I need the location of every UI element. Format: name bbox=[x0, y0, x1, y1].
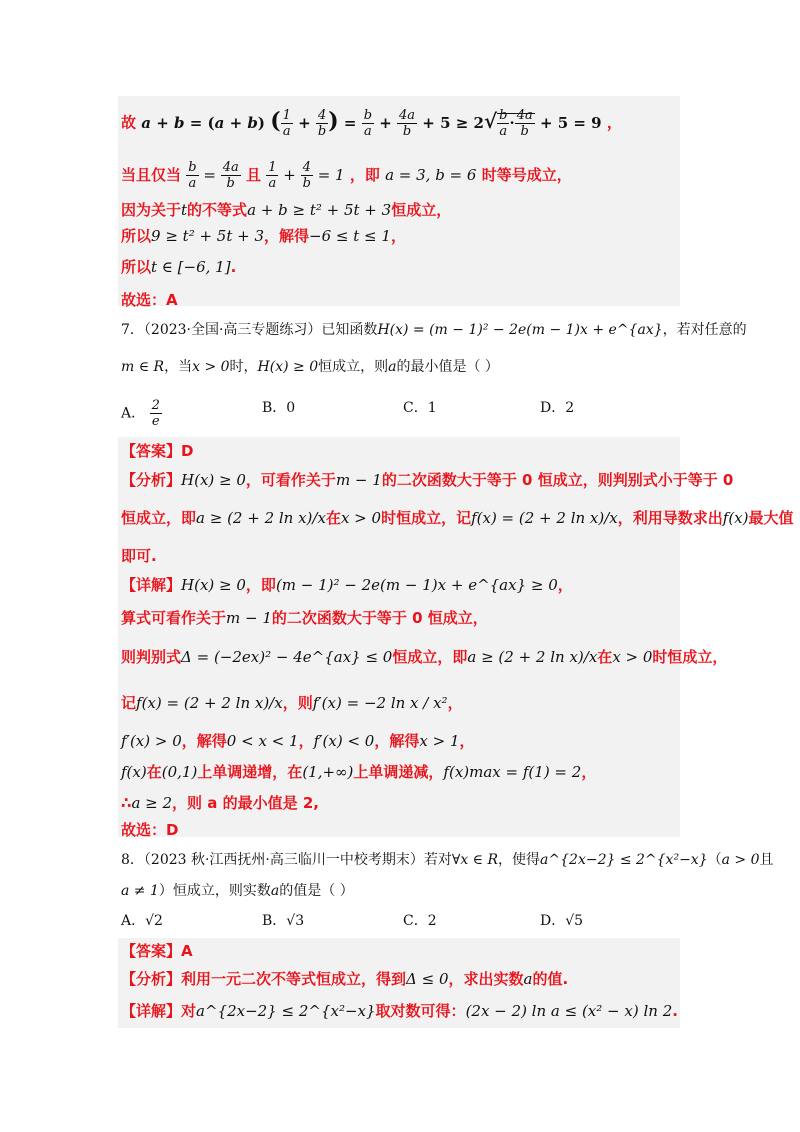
solution6-line5: 所以t ∈ [−6, 1]. bbox=[121, 258, 237, 276]
q7-detail-line7: ∴a ≥ 2，则 a 的最小值是 2, bbox=[121, 794, 319, 812]
q7-detail-line4: 记f(x) = (2 + 2 ln x)/x，则f′(x) = −2 ln x / x²， bbox=[121, 694, 463, 712]
solution6-line1: 故 a + b = (a + b) ( $\frac{1}{a}$ + $\frac{4}{b}$ ) = $\frac{b}{a}$ + $\frac{4a}{b}$ + 5 ≥ 2√ $\frac{b}{a}$ · $\frac{4a}{b}$ + 5 = 9 ， bbox=[121, 107, 622, 139]
q7-detail-line2: 算式可看作关于m − 1的二次函数大于等于 0 恒成立， bbox=[121, 609, 488, 627]
q8-option-a[interactable]: A．√2 bbox=[121, 913, 163, 929]
q7-detail-line3: 则判别式Δ = (−2ex)² − 4e^{ax} ≤ 0恒成立，即a ≥ (2 + 2 ln x)/x在x > 0时恒成立， bbox=[121, 648, 728, 666]
q7-detail-line5: f′(x) > 0，解得0 < x < 1，f′(x) < 0，解得x > 1， bbox=[121, 732, 475, 750]
q7-option-b[interactable]: B．0 bbox=[262, 400, 296, 416]
q8-option-d[interactable]: D．√5 bbox=[540, 913, 584, 929]
q7-detail-line1: 【详解】H(x) ≥ 0，即(m − 1)² − 2e(m − 1)x + e^{ax} ≥ 0， bbox=[121, 576, 573, 594]
solution6-choice: 故选：A bbox=[121, 291, 178, 309]
q8-stem-line1: 8．（2023 秋·江西抚州·高三临川一中校考期末）若对∀x ∈ R，使得a^{2x−2} ≤ 2^{x²−x}（a > 0且 bbox=[121, 852, 774, 868]
q7-option-d[interactable]: D．2 bbox=[540, 400, 575, 416]
q8-detail: 【详解】对a^{2x−2} ≤ 2^{x²−x}取对数可得：(2x − 2) ln a ≤ (x² − x) ln 2. bbox=[121, 1002, 678, 1020]
q8-answer: 【答案】A bbox=[121, 942, 193, 960]
q7-answer: 【答案】D bbox=[121, 442, 194, 460]
q7-analysis-line1: 【分析】H(x) ≥ 0，可看作关于m − 1的二次函数大于等于 0 恒成立，则判别式小于等于 0 bbox=[121, 471, 734, 489]
q7-analysis-line3: 即可. bbox=[121, 547, 157, 565]
q8-stem-line2: a ≠ 1）恒成立，则实数a的值是（ ） bbox=[121, 883, 354, 899]
q7-option-c[interactable]: C．1 bbox=[403, 400, 437, 416]
q7-stem-line2: m ∈ R，当x > 0时，H(x) ≥ 0恒成立，则a的最小值是（ ） bbox=[121, 359, 499, 375]
q8-option-c[interactable]: C．2 bbox=[403, 913, 437, 929]
q8-option-b[interactable]: B．√3 bbox=[262, 913, 305, 929]
line3-ineq: a + b ≥ t² + 5t + 3 bbox=[247, 201, 392, 219]
line2-vals: a = 3, b = 6 bbox=[385, 166, 477, 184]
solution6-line4: 所以9 ≥ t² + 5t + 3，解得−6 ≤ t ≤ 1， bbox=[121, 227, 406, 245]
q8-analysis: 【分析】利用一元二次不等式恒成立，得到Δ ≤ 0，求出实数a的值. bbox=[121, 970, 569, 988]
q7-choice: 故选：D bbox=[121, 821, 179, 839]
solution6-line3: 因为关于t的不等式a + b ≥ t² + 5t + 3恒成立， bbox=[121, 201, 452, 219]
q7-option-a[interactable]: A． $\frac{2}{e}$ bbox=[121, 398, 160, 429]
q7-function: H(x) = (m − 1)² − 2e(m − 1)x + e^{ax} bbox=[377, 322, 663, 338]
q7-detail-line6: f(x)在(0,1)上单调递增，在(1,+∞)上单调递减，f(x)max = f(1) = 2， bbox=[121, 763, 597, 781]
q7-stem-line1: 7．（2023·全国·高三专题练习）已知函数H(x) = (m − 1)² − 2e(m − 1)x + e^{ax}，若对任意的 bbox=[121, 322, 747, 338]
q7-analysis-line2: 恒成立，即a ≥ (2 + 2 ln x)/x在x > 0时恒成立，记f(x) = (2 + 2 ln x)/x，利用导数求出f(x)最大值 bbox=[121, 509, 794, 527]
solution6-line2: 当且仅当 $\frac{b}{a}$ = $\frac{4a}{b}$ 且 $\frac{1}{a}$ + $\frac{4}{b}$ = 1 ，即 a = 3, b = 6 时等号成立， bbox=[121, 160, 572, 191]
